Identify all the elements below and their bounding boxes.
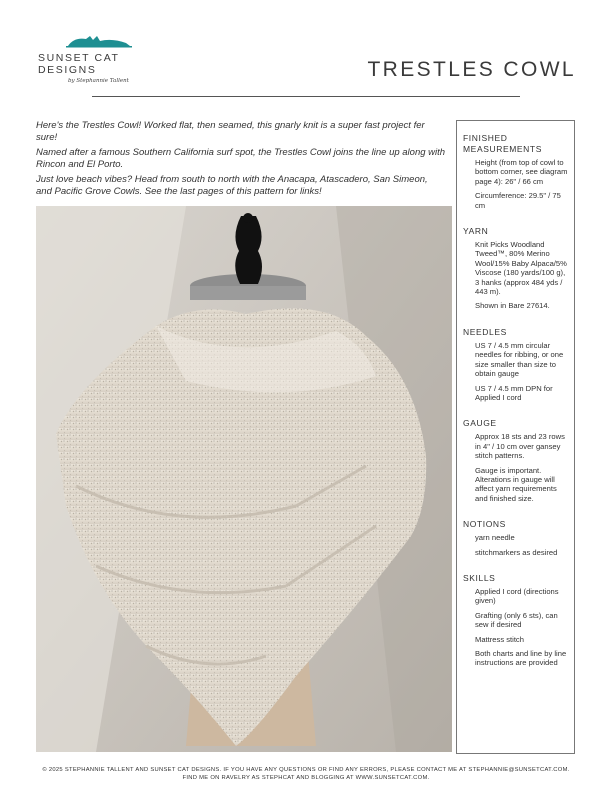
list-item: Grafting (only 6 sts), can sew if desired xyxy=(475,610,558,630)
cowl-photo-illustration xyxy=(36,206,452,752)
gauge-section xyxy=(463,418,568,503)
footer-copyright: © 2025 STEPHANNIE TALLENT AND SUNSET CAT DESIGNS. IF YOU HAVE ANY QUESTIONS OR FIND ANY ERRORS, PLEASE CONTACT ME AT STEPHANNIE@SUNSETCAT.COM. xyxy=(42,767,570,773)
list-item: US 7 / 4.5 mm DPN for Applied I cord xyxy=(475,383,553,402)
footer xyxy=(0,766,612,782)
section-heading: YARN xyxy=(463,226,489,237)
list-item: Approx 18 sts and 23 rows in 4" / 10 cm over gansey stitch patterns. xyxy=(475,432,565,461)
intro-paragraph: Named after a famous Southern California surf spot, the Trestles Cowl joins the line up along with Rincon and El Porto. xyxy=(36,147,446,170)
list-item: stitchmarkers as desired xyxy=(475,547,558,557)
divider xyxy=(92,96,520,97)
finished-measurements-section xyxy=(463,133,568,210)
intro xyxy=(36,120,446,201)
logo xyxy=(38,34,168,84)
cat-logo-icon xyxy=(66,34,132,48)
list-item: Knit Picks Woodland Tweed™, 80% Merino Wool/15% Baby Alpaca/5% Viscose (180 yards/100 g), 3 hanks (approx 484 yds / 443 m). xyxy=(475,240,567,297)
footer-contact: FIND ME ON RAVELRY AS STEPHCAT AND BLOGGING AT WWW.SUNSETCAT.COM. xyxy=(182,775,430,781)
intro-paragraph: Just love beach vibes? Head from south to north with the Anacapa, Atascadero, San Simeon, and Pacific Grove Cowls. See the last pages of this pattern for links! xyxy=(36,174,428,197)
section-heading: NOTIONS xyxy=(463,519,506,530)
byline: by Stephannie Tallent xyxy=(68,78,129,84)
list-item: Applied I cord (directions given) xyxy=(475,586,559,606)
section-heading: FINISHED MEASUREMENTS xyxy=(463,133,542,154)
section-heading: SKILLS xyxy=(463,572,496,583)
section-heading: NEEDLES xyxy=(463,326,507,337)
skills-section xyxy=(463,573,568,668)
list-item: Both charts and line by line instructions are provided xyxy=(475,649,567,668)
list-item: Gauge is important. Alterations in gauge will affect yarn requirements and finished size. xyxy=(475,465,557,503)
list-item: Mattress stitch xyxy=(475,634,524,644)
needles-section xyxy=(463,327,568,402)
brand-name: SUNSET CAT DESIGNS xyxy=(38,52,120,76)
list-item: yarn needle xyxy=(475,533,515,543)
yarn-section xyxy=(463,226,568,311)
list-item: Height (from top of cowl to bottom corner, see diagram page 4): 26" / 66 cm xyxy=(475,158,568,186)
cowl-photo xyxy=(36,206,452,752)
sidebar xyxy=(456,120,575,754)
page-title: TRESTLES COWL xyxy=(367,58,576,82)
list-item: Circumference: 29.5" / 75 cm xyxy=(475,191,561,210)
list-item: US 7 / 4.5 mm circular needles for ribbing, or one size smaller than size to obtain gauge xyxy=(475,340,564,379)
notions-section xyxy=(463,519,568,557)
list-item: Shown in Bare 27614. xyxy=(475,301,550,311)
intro-paragraph: Here's the Trestles Cowl! Worked flat, then seamed, this gnarly knit is a super fast project fer sure! xyxy=(36,120,425,143)
section-heading: GAUGE xyxy=(463,418,497,429)
